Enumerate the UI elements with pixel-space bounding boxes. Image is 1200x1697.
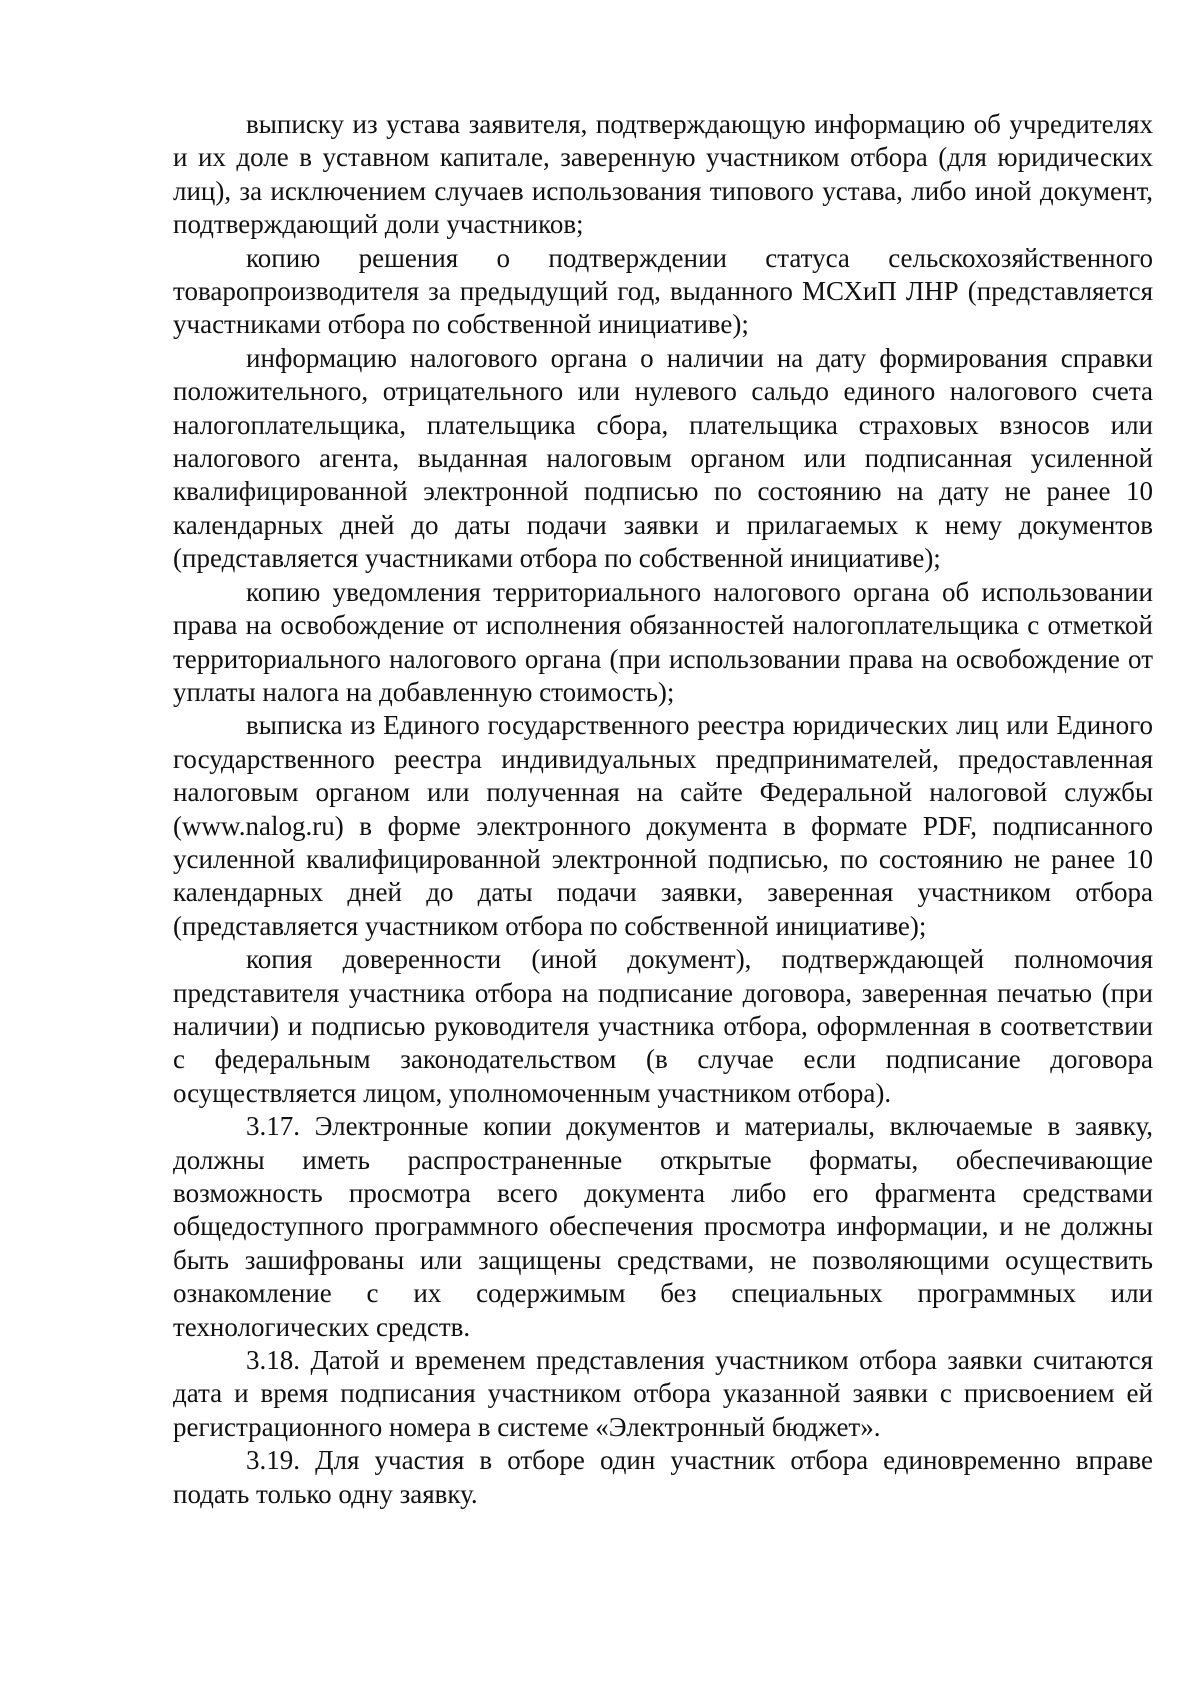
paragraph-3-18: 3.18. Датой и временем представления участником отбора заявки считаются дата и время подписания участником отбора указанной заявки с присвоением ей регистрационного номера в системе «Электронный бюджет». bbox=[173, 1345, 1153, 1442]
paragraph-3-19: 3.19. Для участия в отборе один участник отбора единовременно вправе подать только одну заявку. bbox=[173, 1445, 1153, 1509]
paragraph-tax-exemption-notice: копию уведомления территориального налогового органа об использовании права на освобождение от исполнения обязанностей налогоплательщика с отметкой территориального налогового органа (при использовании права на освобождение от уплаты налога на добавленную стоимость); bbox=[173, 576, 1153, 707]
paragraph-3-17: 3.17. Электронные копии документов и материалы, включаемые в заявку, должны иметь распространенные открытые форматы, обеспечивающие возможность просмотра всего документа либо его фрагмента средствами общедоступного программного обеспечения просмотра информации, и не должны быть зашифрованы или защищены средствами, не позволяющими осуществить ознакомление с их содержимым без специальных программных или технологических средств. bbox=[173, 1111, 1153, 1342]
paragraph-tax-balance-info: информацию налогового органа о наличии на дату формирования справки положительного, отрицательного или нулевого сальдо единого налогового счета налогоплательщика, плательщика сбора, плательщика страховых взносов или налогового агента, выданная налоговым органом или подписанная усиленной квалифицированной электронной подписью по состоянию на дату не ранее 10 календарных дней до даты подачи заявки и прилагаемых к нему документов (представляется участниками отбора по собственной инициативе); bbox=[173, 342, 1153, 574]
paragraph-producer-status: копию решения о подтверждении статуса сельскохозяйственного товаропроизводителя за предыдущий год, выданного МСХиП ЛНР (представляется участниками отбора по собственной инициативе); bbox=[173, 242, 1153, 340]
paragraph-power-of-attorney: копия доверенности (иной документ), подтверждающей полномочия представителя участника отбора на подписание договора, заверенная печатью (при наличии) и подписью руководителя участника отбора, оформленная в соответствии с федеральным законодательством (в случае если подписание договора осуществляется лицом, уполномоченным участником отбора). bbox=[173, 944, 1153, 1108]
paragraph-registry-extract: выписка из Единого государственного реестра юридических лиц или Единого государственного реестра индивидуальных предпринимателей, предоставленная налоговым органом или полученная на сайте Федеральной налоговой службы (www.nalog.ru) в форме электронного документа в формате PDF, подписанного усиленной квалифицированной электронной подписью, по состоянию не ранее 10 календарных дней до даты подачи заявки, заверенная участником отбора (представляется участником отбора по собственной инициативе); bbox=[173, 710, 1153, 941]
document-page bbox=[173, 108, 1153, 1511]
paragraph-charter-extract: выписку из устава заявителя, подтверждающую информацию об учредителях и их доле в уставном капитале, заверенную участником отбора (для юридических лиц), за исключением случаев использования типового устава, либо иной документ, подтверждающий доли участников; bbox=[173, 109, 1153, 240]
